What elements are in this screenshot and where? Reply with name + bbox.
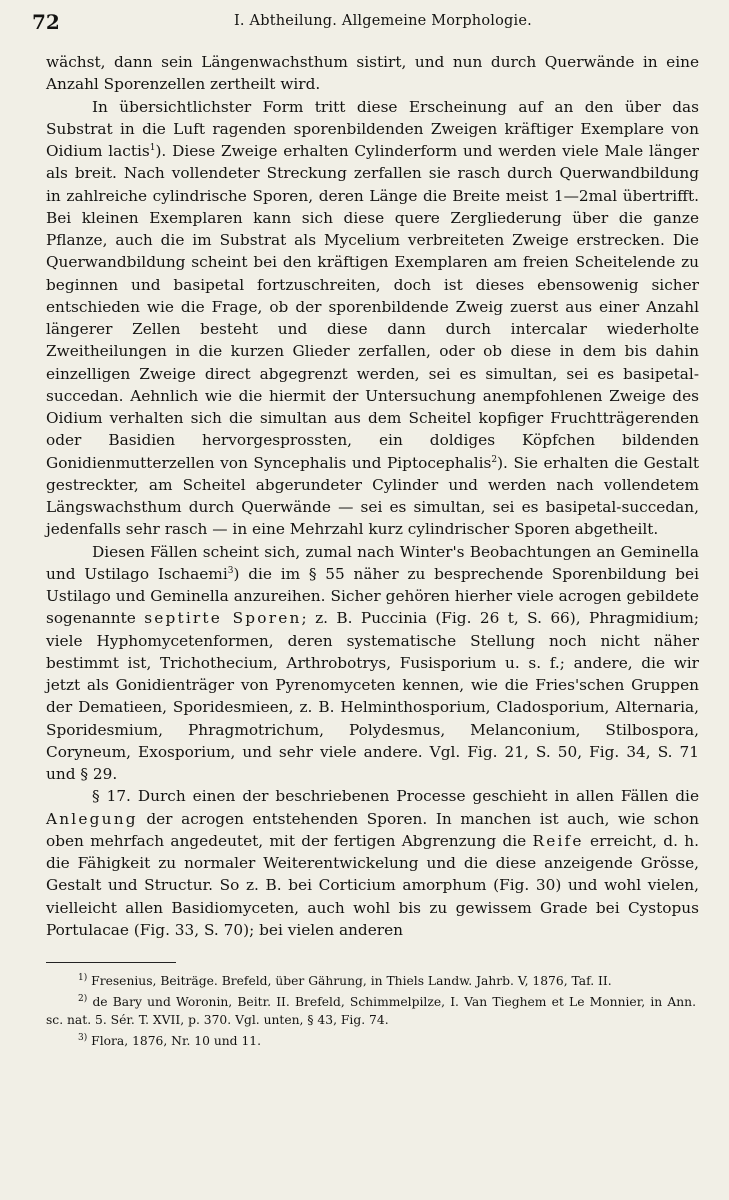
paragraph-4-text-b: der acrogen entstehenden Sporen. In manchen ist auch, wie schon oben mehrfach angedeutet, mit der fertigen Abgrenzung die <box>46 809 699 850</box>
footnote-ref-1: 1 <box>149 142 156 153</box>
footnote-3-marker: 3) <box>78 1032 88 1043</box>
footnote-1 <box>46 972 696 990</box>
paragraph-2-text-b: ). Diese Zweige erhalten Cylinderform und werden viele Male länger als breit. Nach vollendeter Streckung zerfallen sie rasch durch Querwandbildung in zahlreiche cylindrische Sporen, deren Länge die Breite meist 1—2mal übertrifft. Bei kleinen Exemplaren kann sich diese quere Zergliederung über die ganze Pflanze, auch die im Substrat als Mycelium verbreiteten Zweige erstrecken. Die Querwandbildung scheint bei den kräftigen Exemplaren am freien Scheitelende zu beginnen und basipetal fortzuschreiten, doch ist dieses ebensowenig sicher entschieden wie die Frage, ob der sporenbildende Zweig zuerst aus einer Anzahl längerer Zellen besteht und diese dann durch intercalar wiederholte Zweitheilungen in die kurzen Glieder zerfallen, oder ob diese in dem bis dahin einzelligen Zweige direct abgegrenzt werden, sei es simultan, sei es basipetal-succedan. Aehnlich wie die hiermit der Untersuchung anempfohlenen Zweige des Oidium verhalten sich die simultan aus dem Scheitel kopfiger Fruchtträgerenden oder Basidien hervorgesprossten, ein doldiges Köpfchen bildenden Gonidienmutterzellen von Syncephalis und Piptocephalis <box>46 142 699 472</box>
body-text <box>46 51 699 941</box>
paragraph-4-text-c: erreicht, d. h. die Fähigkeit zu normaler Weiterentwickelung und die diese anzeigende Grösse, Gestalt und Structur. So z. B. bei Corticium amorphum (Fig. 30) und wohl vielen, vielleicht allen Basidiomyceten, auch wohl bis zu gewissem Grade bei Cystopus Portulacae (Fig. 33, S. 70); bei vielen anderen <box>46 831 699 939</box>
footnote-ref-2: 2 <box>491 454 498 465</box>
footnote-3-text: Flora, 1876, Nr. 10 und 11. <box>91 1034 262 1048</box>
paragraph-2 <box>46 96 699 541</box>
footnote-2 <box>46 993 696 1029</box>
running-title: I. Abtheilung. Allgemeine Morphologie. <box>234 13 532 29</box>
paragraph-4 <box>46 785 699 941</box>
paragraph-3-text-a: Diesen Fällen scheint sich, zumal nach Winter's Beobachtungen an Geminella und Ustilago Ischaemi <box>46 542 699 583</box>
footnote-2-marker: 2) <box>78 993 88 1004</box>
footnote-2-text: de Bary und Woronin, Beitr. II. Brefeld, Schimmelpilze, I. Van Tieghem et Le Monnier, in Ann. sc. nat. 5. Sér. T. XVII, p. 370. Vgl. unten, § 43, Fig. 74. <box>46 995 696 1027</box>
paragraph-3-text-b: ) die im § 55 näher zu besprechende Sporenbildung bei Ustilago und Geminella anzureihen. Sicher gehören hierher viele acrogen gebildete sogenannte <box>46 564 699 628</box>
spaced-term-reife: Reife <box>532 831 584 850</box>
paragraph-3 <box>46 541 699 786</box>
spaced-term-anlegung: Anlegung <box>46 809 138 828</box>
paragraph-1 <box>46 51 699 96</box>
paragraph-2-text-c: ). Sie erhalten die Gestalt gestreckter, am Scheitel abgerundeter Cylinder und werden nach vollendetem Längswachsthum durch Querwände — sei es simultan, sei es basipetal-succedan, jedenfalls sehr rasch — in eine Mehrzahl kurz cylindrischer Sporen abgetheilt. <box>46 453 699 539</box>
footnote-3 <box>46 1032 696 1050</box>
footnote-divider <box>46 962 176 963</box>
footnote-1-text: Fresenius, Beiträge. Brefeld, über Gährung, in Thiels Landw. Jahrb. V, 1876, Taf. II. <box>91 974 612 988</box>
paragraph-2-text-a: In übersichtlichster Form tritt diese Erscheinung auf an den über das Substrat in die Luft ragenden sporenbildenden Zweigen kräftiger Exemplare von Oidium lactis <box>46 97 699 160</box>
spaced-term-septirte-sporen: septirte Sporen <box>144 609 302 628</box>
paragraph-4-text-a: § 17. Durch einen der beschriebenen Processe geschieht in allen Fällen die <box>92 787 699 806</box>
page-number: 72 <box>32 10 60 34</box>
footnote-ref-3: 3 <box>227 565 234 576</box>
footnote-1-marker: 1) <box>78 972 88 983</box>
page-header <box>32 10 692 36</box>
footnotes <box>46 972 696 1053</box>
paragraph-3-text-c: ; z. B. Puccinia (Fig. 26 t, S. 66), Phragmidium; viele Hyphomycetenformen, deren systematische Stellung noch nicht näher bestimmt ist, Trichothecium, Arthrobotrys, Fusisporium u. s. f.; andere, die wir jetzt als Gonidienträger von Pyrenomyceten kennen, wie die Fries'schen Gruppen der Dematieen, Sporidesmieen, z. B. Helminthosporium, Cladosporium, Alternaria, Sporidesmium, Phragmotrichum, Polydesmus, Melanconium, Stilbospora, Coryneum, Exosporium, und sehr viele andere. Vgl. Fig. 21, S. 50, Fig. 34, S. 71 und § 29. <box>46 609 699 783</box>
paragraph-1-text: wächst, dann sein Längenwachsthum sistirt, und nun durch Querwände in eine Anzahl Sporenzellen zertheilt wird. <box>46 53 699 94</box>
